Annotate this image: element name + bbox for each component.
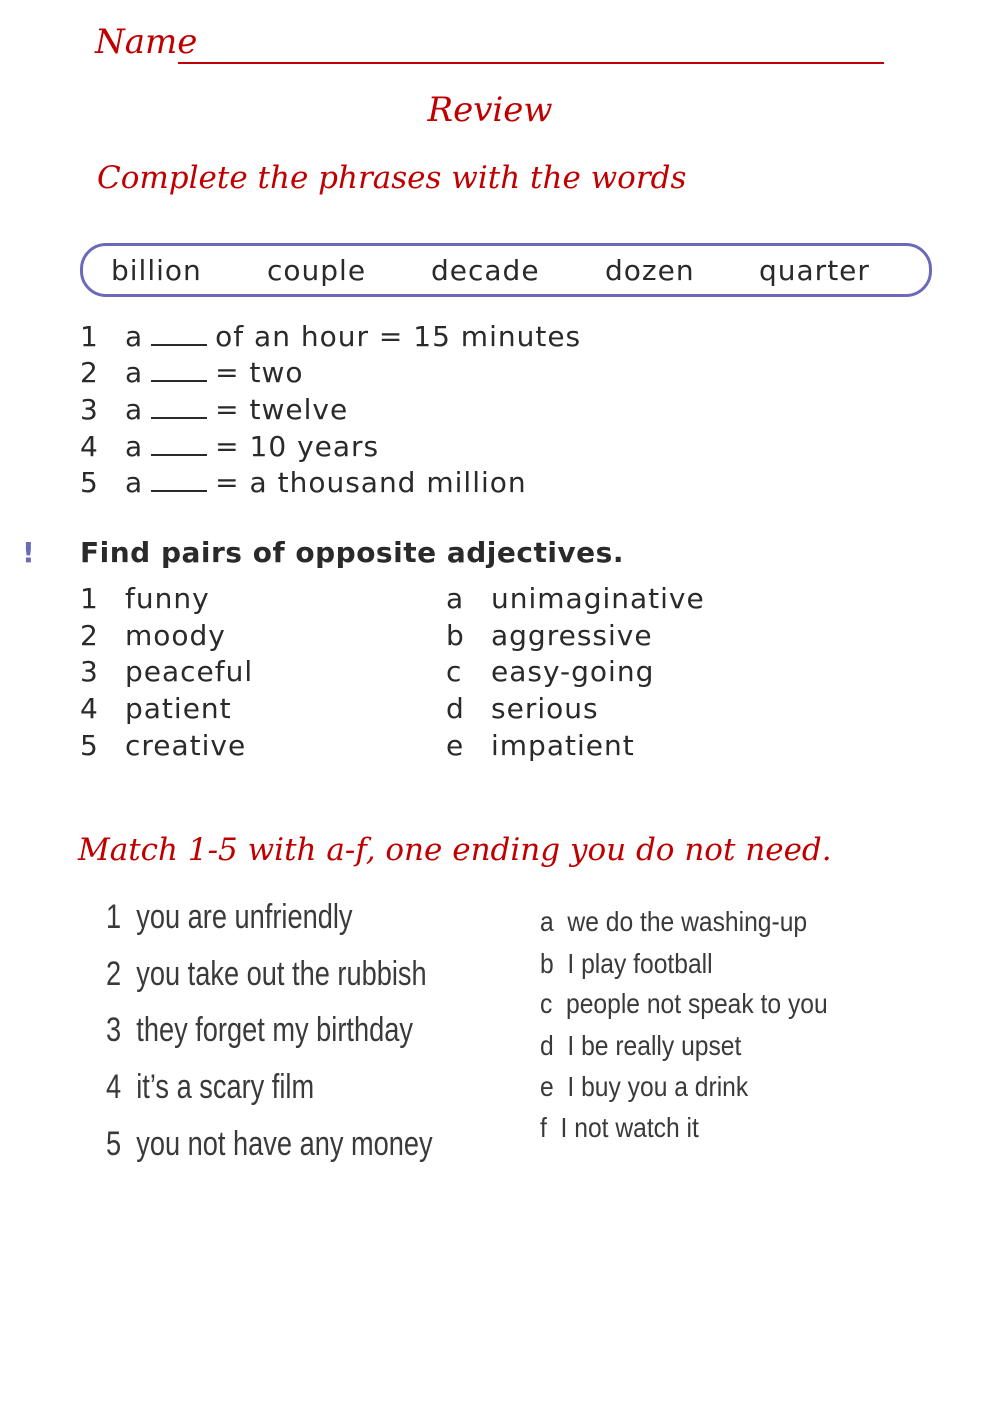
item-suffix: = twelve: [215, 393, 349, 426]
item-text: they forget my birthday: [136, 1011, 413, 1049]
exercise2-right-item: [446, 582, 705, 615]
item-text: unimaginative: [491, 582, 705, 615]
exercise3-left-item: [106, 898, 352, 937]
item-prefix: a: [125, 356, 144, 389]
exercise2-left-item: [80, 619, 226, 652]
item-text: you not have any money: [136, 1125, 433, 1163]
answer-blank[interactable]: [151, 490, 207, 492]
exercise3-left-item: [106, 1068, 314, 1107]
exercise2-left-item: [80, 582, 210, 615]
answer-blank[interactable]: [151, 454, 207, 456]
item-prefix: a: [125, 393, 144, 426]
word-box-item: decade: [431, 254, 540, 287]
item-text: it’s a scary film: [136, 1068, 315, 1106]
exercise2-marker: !: [22, 536, 35, 569]
word-box-item: couple: [267, 254, 367, 287]
exercise3-right-item: [540, 906, 807, 938]
exercise2-right-item: [446, 729, 635, 762]
item-suffix: = two: [215, 356, 304, 389]
item-text: funny: [125, 582, 210, 615]
exercise1-item: [80, 430, 380, 463]
item-number: 5: [80, 729, 99, 762]
item-prefix: a: [125, 320, 144, 353]
item-text: I play football: [567, 948, 713, 979]
item-number: 2: [106, 955, 122, 993]
item-number: 5: [106, 1125, 122, 1163]
item-letter: c: [446, 655, 463, 688]
item-text: impatient: [491, 729, 635, 762]
exercise3-right-item: [540, 1030, 741, 1062]
word-box-item: quarter: [759, 254, 870, 287]
item-number: 1: [80, 320, 99, 353]
exercise2-right-item: [446, 692, 599, 725]
item-text: peaceful: [125, 655, 254, 688]
item-suffix: = 10 years: [215, 430, 380, 463]
item-text: aggressive: [491, 619, 653, 652]
word-box-item: dozen: [605, 254, 695, 287]
word-box-item: billion: [111, 254, 202, 287]
item-letter: d: [540, 1030, 554, 1061]
exercise1-item: [80, 320, 582, 353]
item-number: 4: [106, 1068, 122, 1106]
item-text: moody: [125, 619, 226, 652]
exercise3-right-item: [540, 1071, 748, 1103]
item-text: easy-going: [491, 655, 655, 688]
item-text: you are unfriendly: [136, 898, 353, 936]
answer-blank[interactable]: [151, 417, 207, 419]
item-number: 3: [80, 655, 99, 688]
exercise3-left-item: [106, 1011, 413, 1050]
item-number: 1: [80, 582, 99, 615]
name-write-line: [178, 62, 884, 64]
item-text: we do the washing-up: [567, 906, 808, 937]
item-number: 2: [80, 356, 99, 389]
item-number: 4: [80, 692, 99, 725]
item-number: 3: [106, 1011, 122, 1049]
exercise3-instruction: Match 1-5 with a-f, one ending you do not need.: [78, 832, 832, 868]
item-letter: f: [540, 1112, 547, 1143]
item-letter: e: [446, 729, 465, 762]
exercise2-left-item: [80, 655, 254, 688]
item-letter: a: [540, 906, 554, 937]
exercise2-instruction: Find pairs of opposite adjectives.: [80, 536, 624, 569]
exercise3-right-item: [540, 988, 828, 1020]
exercise3-right-item: [540, 1112, 699, 1144]
item-letter: e: [540, 1071, 554, 1102]
item-text: I buy you a drink: [567, 1071, 749, 1102]
item-number: 1: [106, 898, 122, 936]
exercise2-left-item: [80, 692, 232, 725]
item-text: creative: [125, 729, 247, 762]
item-text: people not speak to you: [566, 988, 828, 1019]
word-box: [80, 243, 932, 297]
exercise3-right-item: [540, 948, 713, 980]
exercise2-right-item: [446, 619, 653, 652]
item-suffix: of an hour = 15 minutes: [215, 320, 582, 353]
item-letter: c: [540, 988, 553, 1019]
item-number: 4: [80, 430, 99, 463]
exercise1-item: [80, 466, 527, 499]
answer-blank[interactable]: [151, 380, 207, 382]
exercise1-item: [80, 356, 304, 389]
item-text: patient: [125, 692, 232, 725]
item-suffix: = a thousand million: [215, 466, 527, 499]
item-letter: b: [540, 948, 554, 979]
item-text: I not watch it: [560, 1112, 699, 1143]
exercise1-instruction: Complete the phrases with the words: [97, 160, 687, 196]
answer-blank[interactable]: [151, 344, 207, 346]
exercise2-left-item: [80, 729, 247, 762]
name-label: Name: [95, 22, 198, 62]
exercise3-left-item: [106, 955, 427, 994]
exercise2-right-item: [446, 655, 655, 688]
item-prefix: a: [125, 466, 144, 499]
item-prefix: a: [125, 430, 144, 463]
exercise3-left-item: [106, 1125, 433, 1164]
item-text: I be really upset: [567, 1030, 742, 1061]
page-title: Review: [427, 90, 553, 130]
item-number: 2: [80, 619, 99, 652]
exercise1-item: [80, 393, 349, 426]
item-letter: b: [446, 619, 465, 652]
item-number: 5: [80, 466, 99, 499]
item-letter: d: [446, 692, 465, 725]
item-letter: a: [446, 582, 465, 615]
item-text: you take out the rubbish: [136, 955, 427, 993]
item-text: serious: [491, 692, 599, 725]
item-number: 3: [80, 393, 99, 426]
